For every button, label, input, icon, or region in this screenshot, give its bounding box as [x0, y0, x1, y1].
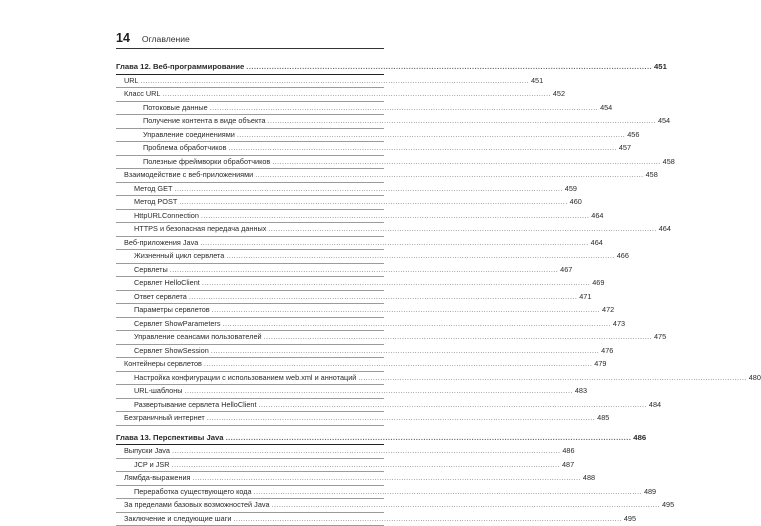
toc-entry-title: Веб-приложения Java: [116, 236, 198, 250]
toc-entry-page: 464: [591, 209, 603, 223]
toc-entry-page: 471: [579, 290, 591, 304]
dot-leader: [163, 87, 551, 101]
toc-entry[interactable]: [116, 331, 384, 345]
toc-entry-title: Сервлет HelloClient: [116, 276, 200, 290]
dot-leader: [229, 141, 617, 155]
toc-entry-page: 485: [597, 411, 609, 425]
toc-entry-page: 456: [627, 128, 639, 142]
toc-entry[interactable]: [116, 459, 384, 473]
dot-leader: [358, 371, 746, 385]
toc-entry[interactable]: [116, 291, 384, 305]
toc-chapter-entry[interactable]: [116, 61, 384, 75]
toc-entry-page: 454: [658, 114, 670, 128]
toc-entry-title: Сервлет ShowParameters: [116, 317, 221, 331]
toc-entry-title: Лямбда-выражения: [116, 471, 191, 485]
toc-entry-title: URL-шаблоны: [116, 384, 182, 398]
dot-leader: [207, 411, 595, 425]
page-header: [116, 31, 190, 45]
toc-entry-title: Контейнеры сервлетов: [116, 357, 202, 371]
dot-leader: [226, 249, 614, 263]
toc-entry[interactable]: [116, 372, 384, 386]
toc-entry-page: 458: [663, 155, 675, 169]
dot-leader: [226, 431, 632, 445]
dot-leader: [179, 195, 567, 209]
toc-entry-title: Выпуски Java: [116, 444, 170, 458]
toc-chapter-entry[interactable]: [116, 432, 384, 446]
toc-entry-page: 489: [644, 485, 656, 499]
toc-entry[interactable]: [116, 196, 384, 210]
toc-entry-page: 486: [562, 444, 574, 458]
toc-entry[interactable]: [116, 445, 384, 459]
toc-entry[interactable]: [116, 129, 384, 143]
toc-entry-title: Управление сеансами пользователей: [116, 330, 262, 344]
dot-leader: [237, 128, 625, 142]
toc-entry[interactable]: [116, 385, 384, 399]
toc-entry-title: URL: [116, 74, 139, 88]
dot-leader: [272, 498, 660, 512]
toc-entry-page: 469: [592, 276, 604, 290]
dot-leader: [172, 458, 560, 472]
dot-leader: [210, 101, 598, 115]
dot-leader: [268, 222, 656, 236]
toc-entry-title: Сервлет ShowSession: [116, 344, 209, 358]
toc-entry-page: 467: [560, 263, 572, 277]
toc-entry-page: 451: [654, 60, 667, 74]
dot-leader: [211, 344, 599, 358]
toc-entry-page: 495: [624, 512, 636, 526]
running-head: Оглавление: [142, 34, 190, 44]
toc-entry-page: 458: [646, 168, 658, 182]
dot-leader: [233, 512, 621, 526]
dot-leader: [184, 384, 572, 398]
toc-entry-title: Безграничный интернет: [116, 411, 205, 425]
toc-entry[interactable]: [116, 304, 384, 318]
toc-entry-title: Ответ сервлета: [116, 290, 187, 304]
toc-entry[interactable]: [116, 412, 384, 426]
toc-entry-title: Полезные фреймворки обработчиков: [116, 155, 270, 169]
toc-entry[interactable]: [116, 318, 384, 332]
toc-entry-page: 472: [602, 303, 614, 317]
toc-entry[interactable]: [116, 345, 384, 359]
toc-entry-title: Глава 12. Веб-программирование: [116, 60, 244, 74]
toc-entry-page: 495: [662, 498, 674, 512]
dot-leader: [255, 168, 643, 182]
toc-entry-page: 479: [594, 357, 606, 371]
dot-leader: [212, 303, 600, 317]
toc-entry-title: Развертывание сервлета HelloClient: [116, 398, 257, 412]
toc-entry[interactable]: [116, 277, 384, 291]
toc-entry[interactable]: [116, 358, 384, 372]
toc-entry-page: 452: [553, 87, 565, 101]
toc-entry[interactable]: [116, 486, 384, 500]
toc-entry-title: Заключение и следующие шаги: [116, 512, 231, 526]
dot-leader: [189, 290, 577, 304]
toc-entry-title: JCP и JSR: [116, 458, 170, 472]
toc-entry-page: 459: [565, 182, 577, 196]
toc-entry[interactable]: [116, 399, 384, 413]
toc-entry-title: Жизненный цикл сервлета: [116, 249, 224, 263]
toc-entry[interactable]: [116, 237, 384, 251]
toc-entry[interactable]: [116, 75, 384, 89]
toc-entry-title: HttpURLConnection: [116, 209, 199, 223]
dot-leader: [223, 317, 611, 331]
toc-entry-page: 486: [633, 431, 646, 445]
toc-entry-title: Проблема обработчиков: [116, 141, 227, 155]
toc-entry-page: 480: [749, 371, 761, 385]
dot-leader: [202, 276, 590, 290]
toc-entry-page: 476: [601, 344, 613, 358]
toc-entry[interactable]: [116, 223, 384, 237]
toc-entry-page: 464: [659, 222, 671, 236]
toc-entry-page: 487: [562, 458, 574, 472]
page-number: 14: [116, 31, 130, 45]
toc-entry[interactable]: [116, 88, 384, 102]
dot-leader: [204, 357, 592, 371]
toc-entry-title: Управление соединениями: [116, 128, 235, 142]
dot-leader: [201, 209, 589, 223]
toc-entry-page: 451: [531, 74, 543, 88]
dot-leader: [172, 444, 560, 458]
toc-entry-title: Метод GET: [116, 182, 172, 196]
dot-leader: [246, 60, 652, 74]
toc-entry[interactable]: [116, 210, 384, 224]
toc-entry[interactable]: [116, 472, 384, 486]
dot-leader: [272, 155, 660, 169]
toc-entry-page: 464: [591, 236, 603, 250]
dot-leader: [259, 398, 647, 412]
dot-leader: [254, 485, 642, 499]
dot-leader: [141, 74, 529, 88]
table-of-contents: [116, 61, 384, 526]
dot-leader: [200, 236, 588, 250]
dot-leader: [268, 114, 656, 128]
toc-entry-title: Сервлеты: [116, 263, 168, 277]
toc-entry[interactable]: [116, 250, 384, 264]
toc-entry-page: 488: [583, 471, 595, 485]
toc-entry-page: 454: [600, 101, 612, 115]
toc-entry[interactable]: [116, 513, 384, 526]
toc-entry-page: 473: [613, 317, 625, 331]
toc-entry-title: Переработка существующего кода: [116, 485, 252, 499]
toc-entry-page: 460: [570, 195, 582, 209]
toc-entry-page: 475: [654, 330, 666, 344]
toc-entry-title: Метод POST: [116, 195, 177, 209]
dot-leader: [264, 330, 652, 344]
dot-leader: [193, 471, 581, 485]
toc-entry[interactable]: [116, 142, 384, 156]
toc-entry-page: 483: [575, 384, 587, 398]
toc-entry-title: Глава 13. Перспективы Java: [116, 431, 224, 445]
toc-entry[interactable]: [116, 102, 384, 116]
toc-entry-title: HTTPS и безопасная передача данных: [116, 222, 266, 236]
toc-entry-title: Параметры сервлетов: [116, 303, 210, 317]
toc-entry-title: За пределами базовых возможностей Java: [116, 498, 270, 512]
toc-entry-page: 466: [617, 249, 629, 263]
toc-entry-title: Взаимодействие с веб-приложениями: [116, 168, 253, 182]
toc-entry-title: Класс URL: [116, 87, 161, 101]
toc-entry[interactable]: [116, 156, 384, 170]
toc-entry[interactable]: [116, 183, 384, 197]
toc-entry-title: Потоковые данные: [116, 101, 208, 115]
toc-entry[interactable]: [116, 264, 384, 278]
dot-leader: [174, 182, 562, 196]
header-rule: [116, 48, 384, 49]
toc-entry-title: Настройка конфигурации с использованием web.xml и аннотаций: [116, 371, 356, 385]
toc-entry[interactable]: [116, 169, 384, 183]
toc-entry[interactable]: [116, 115, 384, 129]
toc-entry-page: 484: [649, 398, 661, 412]
toc-entry-title: Получение контента в виде объекта: [116, 114, 266, 128]
toc-entry[interactable]: [116, 499, 384, 513]
toc-entry-page: 457: [619, 141, 631, 155]
dot-leader: [170, 263, 558, 277]
